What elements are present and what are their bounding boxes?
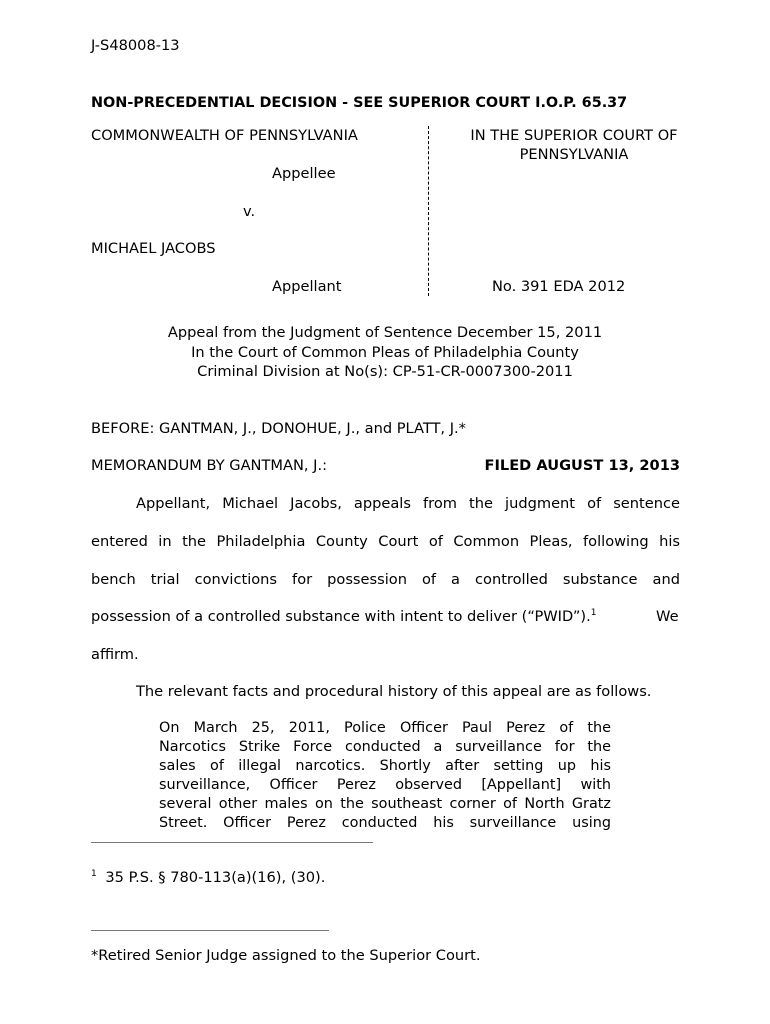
filed-date: FILED AUGUST 13, 2013 xyxy=(484,457,680,474)
caption-defendant: MICHAEL JACOBS xyxy=(91,240,216,257)
quote-line: sales of illegal narcotics. Shortly after setting up his xyxy=(159,758,611,774)
caption-plaintiff-role: Appellee xyxy=(272,165,336,182)
caption-plaintiff: COMMONWEALTH OF PENNSYLVANIA xyxy=(91,127,358,144)
case-number: No. 391 EDA 2012 xyxy=(492,278,626,295)
footnote-separator xyxy=(91,842,373,843)
appeal-info-line1: Appeal from the Judgment of Sentence December 15, 2011 xyxy=(167,324,603,341)
court-name-line1: IN THE SUPERIOR COURT OF xyxy=(470,127,678,144)
body-p1-line4 xyxy=(91,608,596,625)
body-p1-line2: entered in the Philadelphia County Court of Common Pleas, following his xyxy=(91,533,680,550)
body-p1-line1: Appellant, Michael Jacobs, appeals from the judgment of sentence xyxy=(136,495,680,512)
docket-id: J-S48008-13 xyxy=(91,37,180,54)
caption-defendant-role: Appellant xyxy=(272,278,342,295)
star-note: *Retired Senior Judge assigned to the Superior Court. xyxy=(91,947,481,964)
non-precedential-notice: NON-PRECEDENTIAL DECISION - SEE SUPERIOR COURT I.O.P. 65.37 xyxy=(91,95,628,111)
body-p2: The relevant facts and procedural history of this appeal are as follows. xyxy=(136,683,652,700)
quote-line: On March 25, 2011, Police Officer Paul Perez of the xyxy=(159,720,611,736)
footnote-1-text: 35 P.S. § 780-113(a)(16), (30). xyxy=(105,869,326,886)
footnote-1-marker: 1 xyxy=(91,869,97,879)
appeal-info-line2: In the Court of Common Pleas of Philadelphia County xyxy=(191,344,579,361)
caption-divider xyxy=(428,126,429,296)
caption-versus: v. xyxy=(243,203,256,220)
quote-line: Street. Officer Perez conducted his surveillance using xyxy=(159,815,611,831)
quote-line: Narcotics Strike Force conducted a surveillance for the xyxy=(159,739,611,755)
footnote-1 xyxy=(91,869,325,886)
appeal-info-line3: Criminal Division at No(s): CP-51-CR-0007300-2011 xyxy=(197,363,573,380)
body-p1-line4-end: We xyxy=(656,608,679,625)
body-p1-line3: bench trial convictions for possession of a controlled substance and xyxy=(91,571,680,588)
court-name-line2: PENNSYLVANIA xyxy=(519,146,629,163)
body-p1-line4-text: possession of a controlled substance with intent to deliver (“PWID”). xyxy=(91,608,591,625)
star-note-separator xyxy=(91,930,329,931)
footnote-ref-1[interactable]: 1 xyxy=(590,608,597,618)
quote-line: surveillance, Officer Perez observed [Appellant] with xyxy=(159,777,611,793)
quote-line: several other males on the southeast corner of North Gratz xyxy=(159,796,611,812)
memorandum-by: MEMORANDUM BY GANTMAN, J.: xyxy=(91,457,328,474)
body-p1-line5: affirm. xyxy=(91,646,139,663)
before-panel: BEFORE: GANTMAN, J., DONOHUE, J., and PLATT, J.* xyxy=(91,420,466,437)
